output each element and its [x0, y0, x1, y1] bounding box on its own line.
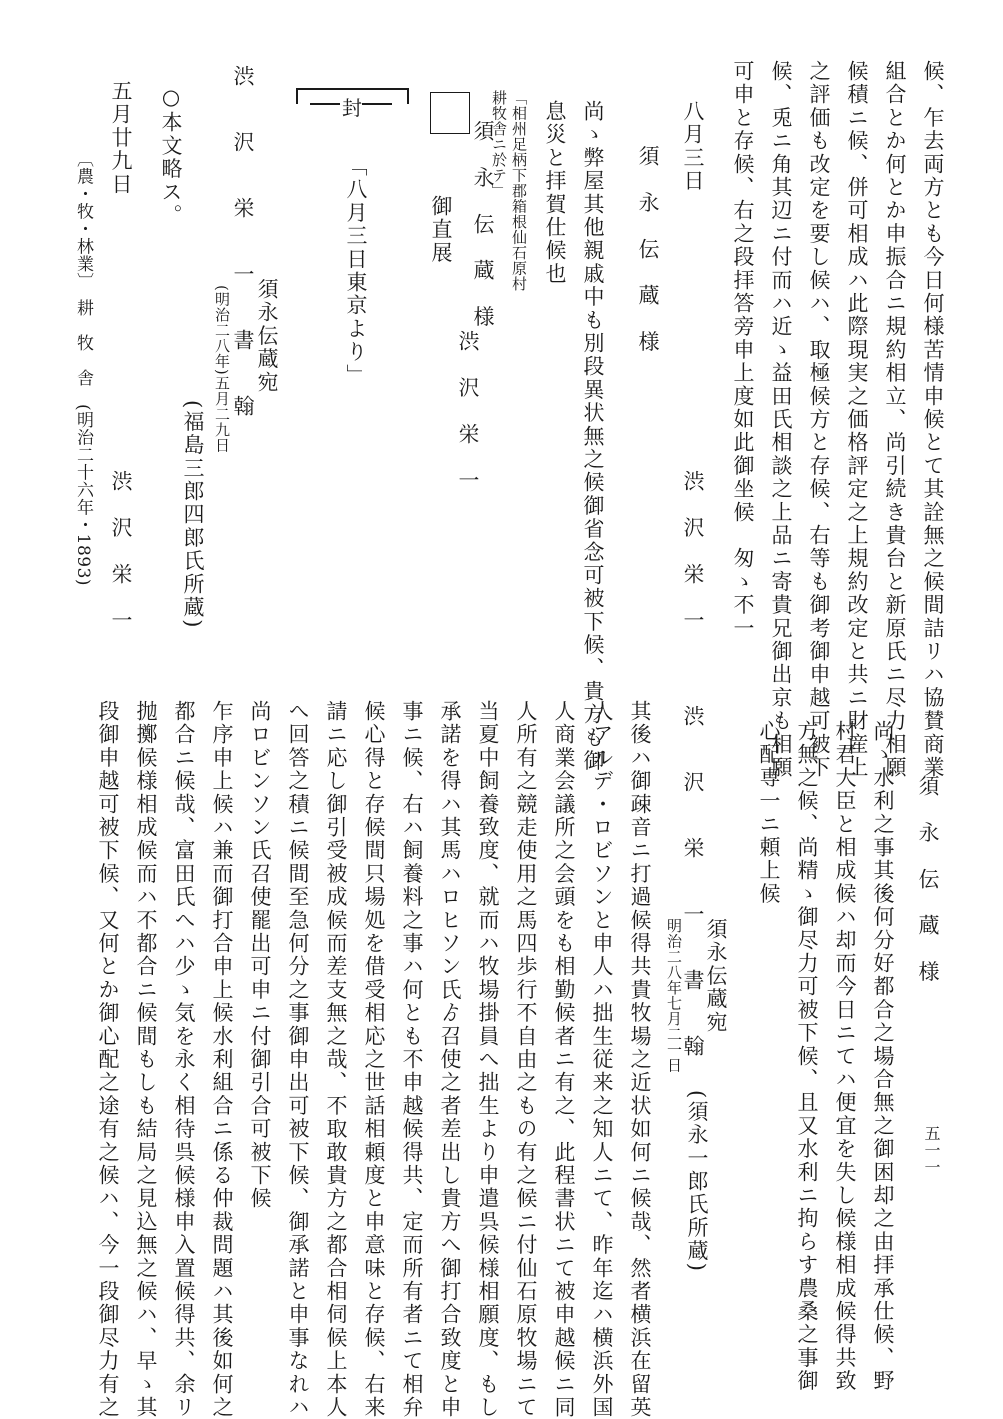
letter3-date: 明治二八年七月二一日	[665, 918, 683, 1073]
letter2-date: (明治二八年)五月二九日	[213, 285, 231, 453]
lower-body-line-6: 承諾を得ハ其馬ハロヒソン氏ゟ召使之者差出し貴方へ御打合致度と申	[438, 700, 462, 1419]
envelope-recipient: 須 永 伝 蔵 様	[471, 120, 495, 329]
lower-body-line-2: 人アルデ・ロビソンと申人ハ拙生従来之知人ニて、昨年迄ハ横浜外国	[590, 700, 614, 1419]
upper-body-line-3: 候積ニ候、併可相成ハ此際現実之価格評定之上規約改定と共ニ財産上	[845, 60, 869, 780]
letter2-title: 渋 沢 栄 一 書 翰	[231, 65, 255, 428]
upper-body-line-5: 候、兎ニ角其辺ニ付而ハ近ゝ益田氏相談之上品ニ寄貴兄御出京も相願	[769, 60, 793, 780]
envelope-honorific: 御直展	[429, 195, 453, 265]
postscript-line-2: 息災と拝賀仕候也	[543, 100, 567, 286]
upper-body-line-4: 之評価も改定を要し候ハ、取極候方と存候、右等も御考御申越可被下	[807, 60, 831, 780]
envelope-address-line-1: 「相州足柄下郡箱根仙石原村	[510, 90, 528, 292]
lower-body-line-8: 候心得と存候間只場処を借受相応之世話相頼度と申意味と存候、右来	[362, 700, 386, 1419]
envelope-sender: 渋 沢 栄 一	[456, 330, 480, 493]
lower-body-line-13: 都合ニ候哉、富田氏へハ少ゝ気を永く相待呉候様申入置候得共、余リ	[172, 700, 196, 1419]
lower-body-line-14: 抛擲候様相成候而ハ不都合ニ候間もしも結局之見込無之候ハ、早ゝ其	[134, 700, 158, 1419]
upper-body-line-2: 組合とか何とか申振合ニ規約相立、尚引続き貴台と新原氏ニ尽力相願	[883, 60, 907, 780]
sender-shibusawa-1: 渋 沢 栄 一	[681, 470, 705, 633]
seal-left-tick	[296, 88, 298, 104]
seal-left-dash	[310, 103, 340, 105]
seal-right-tick	[407, 88, 409, 104]
envelope-address-line-2: 耕牧舎ニ於テ」	[490, 90, 508, 199]
date-august-3: 八月三日	[681, 100, 705, 193]
envelope-stamp-box	[430, 92, 470, 134]
sender-shibusawa-2: 渋 沢 栄 一	[109, 470, 133, 633]
letter3-source: (須永一郎氏所蔵)	[685, 1090, 709, 1274]
lower-body-line-12: 乍序申上候ハ兼而御打合申上候水利組合ニ係る仲裁問題ハ其後如何之	[210, 700, 234, 1419]
lower-body-line-10: へ回答之積ニ候間至急何分之事御申出可被下候、御承諾と申事なれハ	[286, 700, 310, 1419]
lower-body-line-1: 其後ハ御疎音ニ打過候得共貴牧場之近状如何ニ候哉、然者横浜在留英	[628, 700, 652, 1419]
seal-label: 封	[342, 96, 362, 120]
page-number: 五一一	[922, 1125, 941, 1176]
lower-body-line-9: 請ニ応し御引受被成候而差支無之哉、不取敢貴方之都合相伺候上本人	[324, 700, 348, 1419]
omission-note: ○本文略ス。	[159, 85, 183, 228]
postscript-line-1: 尚ゝ弊屋其他親戚中も別段異状無之候御省念可被下候、貴方も御	[581, 100, 605, 773]
seal-right-dash	[362, 103, 392, 105]
lower-body-line-3: 人商業会議所之会頭をも相勤候者ニ有之、此程書状ニて被申越候ニ同	[552, 700, 576, 1419]
letter2-source: (福島三郎四郎氏所蔵)	[181, 400, 205, 630]
letter3-title: 渋 沢 栄 一 書 翰	[681, 705, 705, 1068]
lower-p0-line-1: 尚ゝ水利之事其後何分好都合之場合無之御困却之由拝承仕候、野	[871, 720, 895, 1393]
envelope-date-note: 「八月三日東京より」	[344, 155, 368, 387]
recipient-suenaga-0: 須 永 伝 蔵 様	[916, 775, 940, 984]
lower-body-line-4: 人所有之競走使用之馬四歩行不自由之もの有之候ニ付仙石原牧場ニて	[514, 700, 538, 1419]
upper-body-line-6: 可申と存候、右之段拝答旁申上度如此御坐候 匆ゝ不一	[731, 60, 755, 640]
letter2-addressee: 須永伝蔵宛	[255, 278, 279, 394]
section-header: 〔農・牧・林業〕 耕 牧 舎 (明治二十六年・1893)	[73, 150, 93, 587]
letter3-addressee: 須永伝蔵宛	[704, 918, 728, 1034]
lower-p0-line-2: 村君大臣と相成候ハ却而今日ニてハ便宜を失し候様相成候得共致	[833, 720, 857, 1393]
upper-body-line-1: 候、乍去両方とも今日何様苦情申候とて其詮無之候間詰リハ協賛商業	[921, 60, 945, 780]
lower-p0-line-4: 心配専一ニ頼上候	[757, 720, 781, 906]
lower-body-line-7: 事ニ候、右ハ飼養料之事ハ何とも不申越候得共、定而所有者ニて相弁	[400, 700, 424, 1419]
lower-body-line-11: 尚ロビンソン氏召使罷出可申ニ付御引合可被下候	[248, 700, 272, 1211]
lower-body-line-15: 段御申越可被下候、又何とか御心配之途有之候ハ、今一段御尽力有之	[96, 700, 120, 1419]
lower-body-line-5: 当夏中飼養致度、就而ハ牧場掛員へ拙生より申遣呉候様相願度、もし	[476, 700, 500, 1419]
date-may-29: 五月廿九日	[109, 80, 133, 196]
lower-p0-line-3: 方無之候、尚精ゝ御尽力可被下候、且又水利ニ拘らす農桑之事御	[795, 720, 819, 1393]
recipient-suenaga-1: 須 永 伝 蔵 様	[636, 145, 660, 354]
seal-top-line	[296, 88, 408, 90]
